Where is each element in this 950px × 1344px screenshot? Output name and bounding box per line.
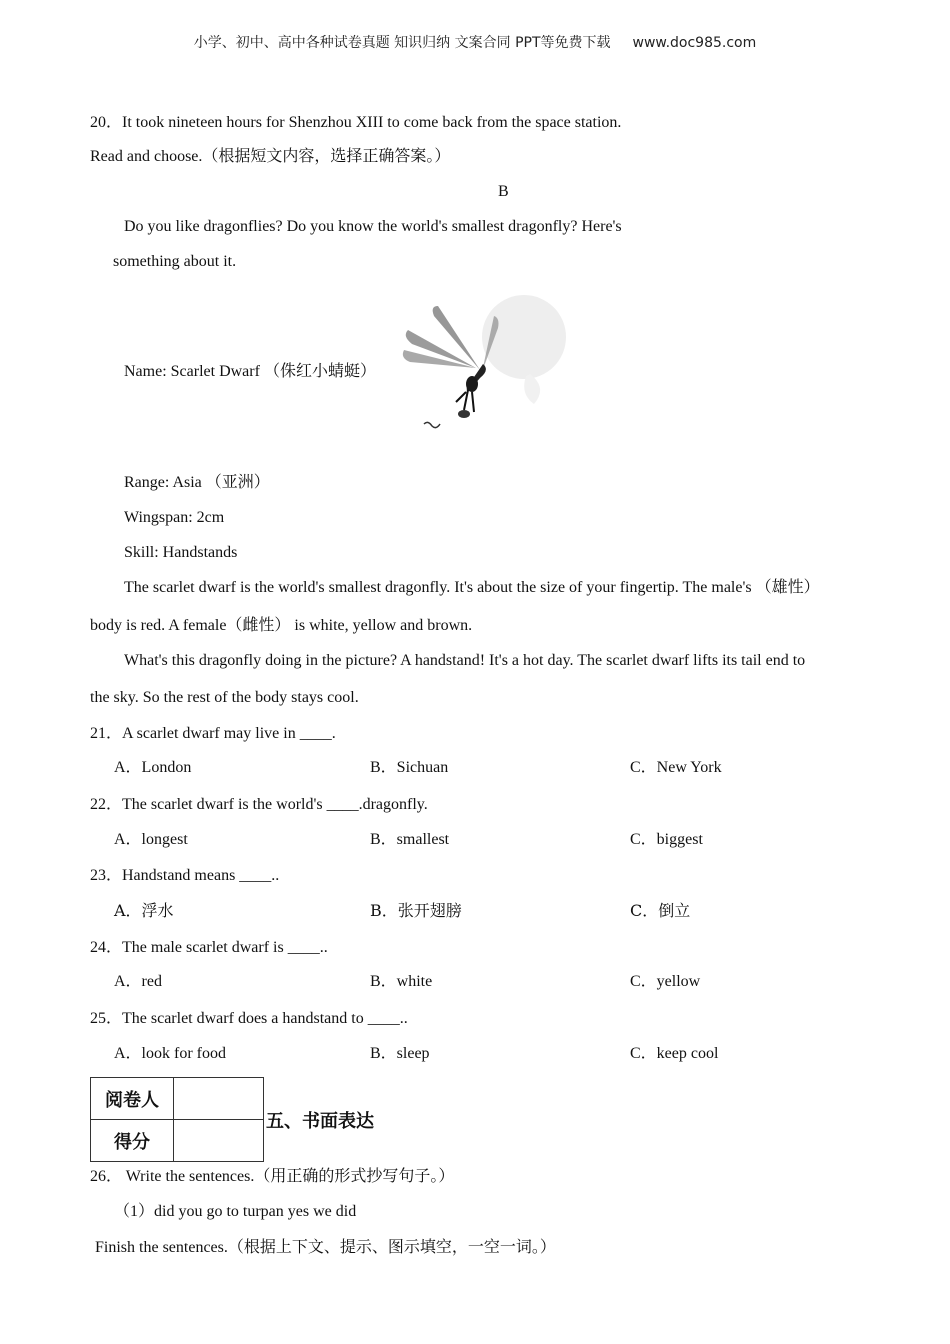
option-a: A．longest (114, 831, 188, 848)
question-stem: 25．The scarlet dwarf does a handstand to ____.. (90, 1010, 408, 1027)
fact-name: Name: Scarlet Dwarf （侏红小蜻蜓） (124, 363, 376, 380)
page-header (0, 36, 950, 50)
paragraph-2-line2: the sky. So the rest of the body stays cool. (90, 689, 359, 706)
passage-intro-line1: Do you like dragonflies? Do you know the world's smallest dragonfly? Here's (124, 218, 622, 235)
option-c: C．New York (630, 759, 722, 776)
instruction-finish: Finish the sentences.（根据上下文、提示、图示填空，一空一词。） (95, 1239, 556, 1256)
passage-intro-line2: something about it. (113, 253, 237, 270)
option-a: A．red (114, 973, 162, 990)
fact-range: Range: Asia （亚洲） (124, 474, 270, 491)
header-text: 小学、初中、高中各种试卷真题 知识归纳 文案合同 PPT等免费下载 (193, 35, 611, 51)
option-a: A．浮水 (114, 901, 174, 920)
option-b: B．white (370, 973, 433, 990)
reviewer-label: 阅卷人 (91, 1078, 174, 1120)
reviewer-blank (174, 1078, 264, 1120)
background-tail (524, 374, 540, 404)
option-b: B．smallest (370, 831, 450, 848)
option-b: B．张开翅膀 (370, 901, 462, 920)
section-title: 五、书面表达 (266, 1111, 374, 1132)
score-table (90, 1077, 264, 1162)
option-c: C．倒立 (630, 901, 691, 920)
paragraph-1-line1: The scarlet dwarf is the world's smallest dragonfly. It's about the size of your fingertip. The male's （雄性） (124, 579, 820, 596)
option-c: C．keep cool (630, 1045, 719, 1062)
paragraph-1-line2: body is red. A female（雌性） is white, yellow and brown. (90, 617, 473, 634)
question-20: 20．It took nineteen hours for Shenzhou XIII to come back from the space station. (90, 114, 622, 131)
paragraph-2-line1: What's this dragonfly doing in the picture? A handstand! It's a hot day. The scarlet dwarf lifts its tail end to (124, 652, 806, 669)
option-b: B．Sichuan (370, 759, 449, 776)
question-stem: 22．The scarlet dwarf is the world's ____.dragonfly. (90, 796, 428, 813)
score-label: 得分 (91, 1120, 174, 1162)
option-a: A．look for food (114, 1045, 226, 1062)
score-blank (174, 1120, 264, 1162)
instruction-read-choose: Read and choose.（根据短文内容，选择正确答案。） (90, 148, 451, 165)
question-26: 26． Write the sentences.（用正确的形式抄写句子。） (90, 1168, 455, 1185)
option-b: B．sleep (370, 1045, 430, 1062)
question-stem: 21．A scarlet dwarf may live in ____. (90, 725, 336, 742)
fact-skill: Skill: Handstands (124, 544, 238, 561)
option-c: C．yellow (630, 973, 701, 990)
question-26-item-1: （1）did you go to turpan yes we did (114, 1203, 357, 1220)
question-stem: 24．The male scarlet dwarf is ____.. (90, 939, 328, 956)
passage-label: B (498, 183, 509, 200)
fact-wingspan: Wingspan: 2cm (124, 509, 225, 526)
header-site: www.doc985.com (632, 35, 757, 51)
option-c: C．biggest (630, 831, 703, 848)
question-stem: 23．Handstand means ____.. (90, 867, 280, 884)
option-a: A．London (114, 759, 192, 776)
dragonfly-image (398, 292, 573, 438)
